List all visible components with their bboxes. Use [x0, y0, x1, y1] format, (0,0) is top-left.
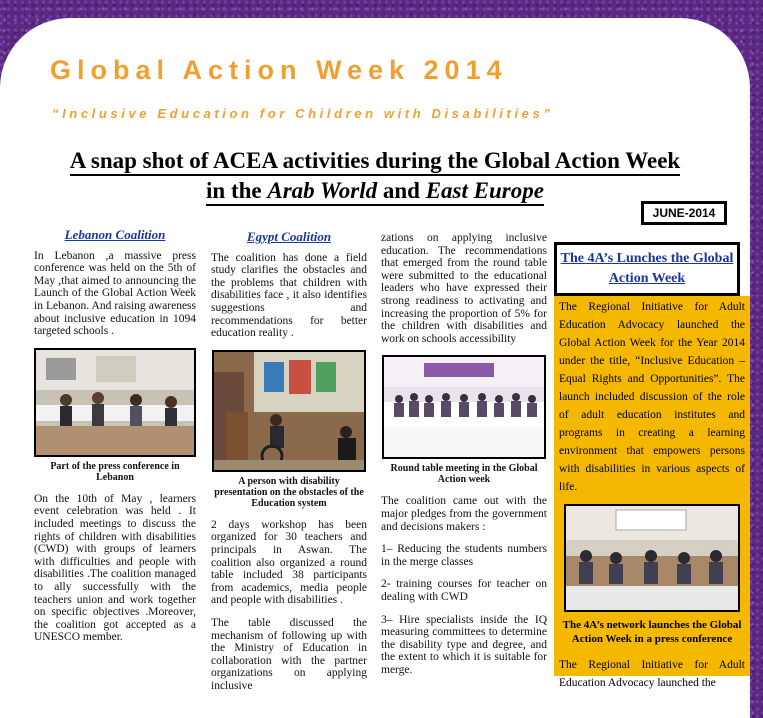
pledge-item-2: 2- training courses for teacher on dealing with CWD — [381, 578, 547, 603]
newsletter-subtitle: “Inclusive Education for Children with Disabilities” — [52, 106, 554, 121]
press-conference-photo — [564, 504, 740, 612]
egypt-paragraph-2: 2 days workshop has been organized for 30 teachers and principals in Aswan. The coalition also organized a round table included 38 participants from academics, media people and people with disabilities . — [211, 518, 367, 607]
sidebar-paragraph-2: The Regional Initiative for Adult Education Advocacy launched the — [559, 659, 745, 689]
pledge-item-1: 1– Reducing the students numbers in the merge classes — [381, 543, 547, 568]
egypt-presentation-photo — [212, 350, 366, 472]
issue-date-badge: JUNE-2014 — [641, 201, 727, 225]
lebanon-column — [34, 229, 196, 654]
col3-paragraph-2: The coalition came out with the major pledges from the government and decisions makers : — [381, 495, 547, 533]
round-table-caption: Round table meeting in the Global Action week — [390, 463, 538, 486]
sidebar-body: The Regional Initiative for Adult Education Advocacy launched the Global Action Week for the Year 2014 under the title, “Inclusive Education – Equal Rights and Opportunities”. The launch included discussion of the role of adult education institutes and programs in creating a learning environment that empowers persons with disabilities in various aspects of life. — [559, 301, 745, 493]
round-table-photo — [382, 355, 546, 459]
col3-paragraph-1: zations on applying inclusive education. The recommendations that emerged from the round table were submitted to the educational leaders who have expressed their strong readiness to activating and increasing the proportion of 5% for the children with disabilities and work on schools accessibility — [381, 232, 547, 345]
lebanon-paragraph-1: In Lebanon ,a massive press conference was held on the 5th of May ,that aimed to announcing the Launch of the Global Action Week in Lebanon. And raising awareness about inclusive education in 1094 targeted schools . — [34, 249, 196, 338]
pledge-item-3: 3– Hire specialists inside the IQ measuring committees to determine the disability type and degree, and the extent to which it is suitable for merge. — [381, 613, 547, 676]
newsletter-title: Global Action Week 2014 — [50, 55, 508, 85]
lebanon-photo-caption: Part of the press conference in Lebanon — [50, 460, 180, 483]
sidebar-title: The 4A’s Lunches the Global Action Week — [560, 251, 734, 286]
egypt-photo-caption: A person with disability presentation on the obstacles of the Education system — [214, 475, 364, 509]
sidebar-panel — [554, 296, 750, 689]
egypt-paragraph-1: The coalition has done a field study clarifies the obstacles and the problems that children with disabilities face , it also identifies suggestions and recommendations for better education reality . — [211, 251, 367, 340]
egypt-continued-column — [381, 232, 547, 686]
egypt-paragraph-3: The table discussed the mechanism of following up with the Ministry of Education in collaboration with the partner organizations on applying inclusive — [211, 616, 367, 692]
lebanon-paragraph-2: On the 10th of May , learners event celebration was held . It included meetings to discuss the rights of children with disabilities (CWD) with groups of learners with difficulties and people with disabilities .The coalition managed to ally successfully with the teachers union and work together on specific objectives .Moreover, the coalition got accepted as a UNESCO member. — [34, 492, 196, 644]
lebanon-coalition-heading: Lebanon Coalition — [64, 227, 166, 242]
headline-line-2: in the Arab World and East Europe — [0, 178, 750, 204]
egypt-coalition-heading: Egypt Coalition — [246, 229, 332, 244]
egypt-column — [211, 231, 367, 702]
press-conference-caption: The 4A’s network launches the Global Action Week in a press conference — [562, 619, 742, 645]
headline-line-1: A snap shot of ACEA activities during the Global Action Week — [0, 148, 750, 174]
lebanon-press-conference-photo — [34, 348, 196, 457]
sidebar-title-box — [554, 242, 740, 296]
